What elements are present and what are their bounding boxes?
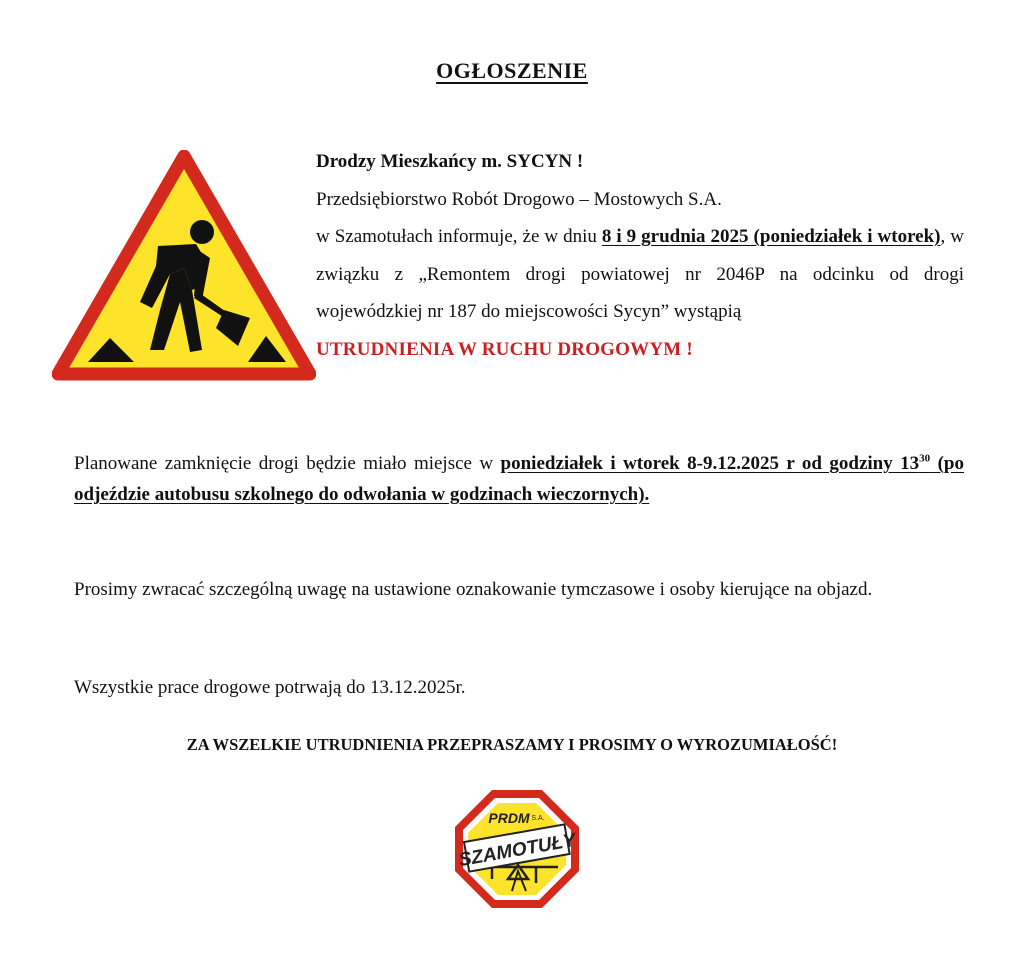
closure-text: Planowane zamknięcie drogi będzie miało miejsce w: [74, 453, 501, 474]
company-line: Przedsiębiorstwo Robót Drogowo – Mostowych S.A.: [316, 188, 722, 210]
greeting: Drodzy Mieszkańcy m. SYCYN !: [316, 151, 584, 172]
work-dates: 8 i 9 grudnia 2025 (poniedziałek i wtorek): [601, 226, 941, 247]
info-text-start: w Szamotułach informuje, że w dniu: [316, 226, 602, 247]
closure-time-end: (po odjeździe autobusu szkolnego do odwołania w godzinach wieczornych).: [74, 453, 964, 505]
prdm-logo-icon: [452, 787, 582, 911]
duration-paragraph: Wszystkie prace drogowe potrwają do 13.12.2025r.: [74, 677, 466, 698]
logo-name: SZAMOTUŁY: [457, 829, 578, 872]
info-text-end: , w związku z „Remontem drogi powiatowej nr 2046P na odcinku od drogi wojewódzkiej nr 187 do miejscowości Sycyn” wystąpią: [316, 226, 964, 322]
notice-paragraph: Prosimy zwracać szczególną uwagę na ustawione oznakowanie tymczasowe i osoby kierujące na objazd.: [74, 579, 873, 600]
info-paragraph: [316, 218, 964, 331]
closing-apology: ZA WSZELKIE UTRUDNIENIA PRZEPRASZAMY I PROSIMY O WYROZUMIAŁOŚĆ!: [186, 735, 838, 754]
page-title: OGŁOSZENIE: [436, 58, 588, 83]
intro-block: [316, 143, 964, 368]
closure-time-minutes: 30: [919, 452, 931, 465]
closure-paragraph: [74, 448, 964, 510]
logo-sa: S.A.: [531, 815, 545, 822]
logo-top: PRDM: [488, 810, 530, 826]
closure-time-start: poniedziałek i wtorek 8-9.12.2025 r od godziny 13: [500, 453, 920, 474]
traffic-warning: UTRUDNIENIA W RUCHU DROGOWYM !: [316, 338, 693, 360]
road-works-sign-icon: [52, 150, 316, 384]
